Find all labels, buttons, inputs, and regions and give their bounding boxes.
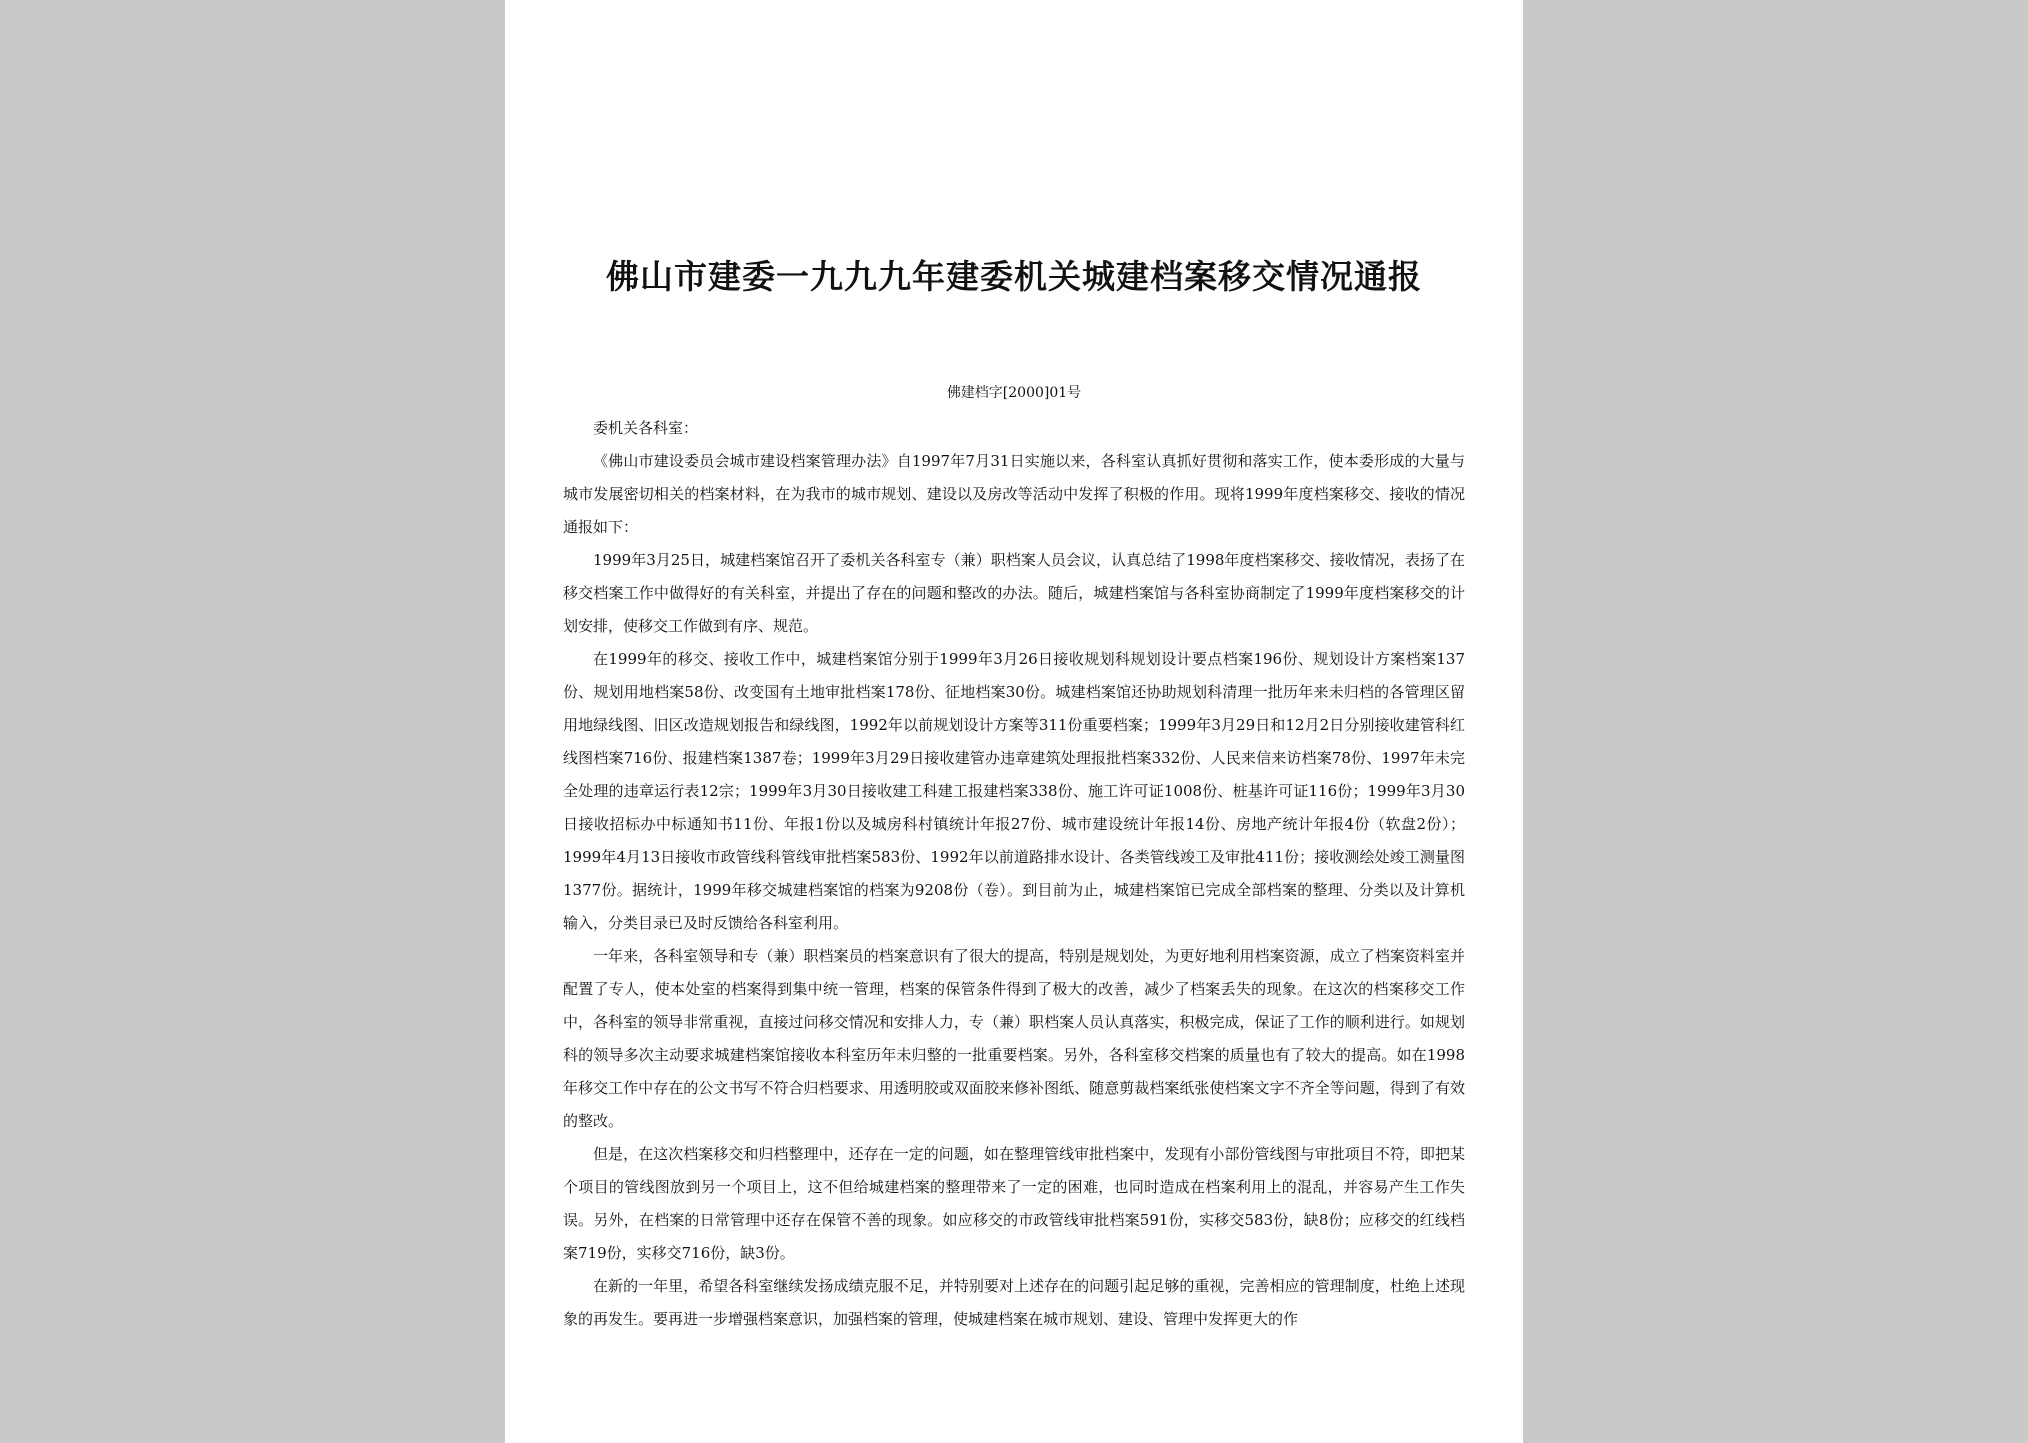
- document-number: 佛建档字[2000]01号: [946, 385, 1082, 401]
- paragraph-problems: 但是，在这次档案移交和归档整理中，还存在一定的问题，如在整理管线审批档案中，发现有小部份管线图与审批项目不符，即把某个项目的管线图放到另一个项目上，这不但给城建档案的整理带来了一定的困难，也同时造成在档案利用上的混乱，并容易产生工作失误。另外，在档案的日常管理中还存在保管不善的现象。如应移交的市政管线审批档案591份，实移交583份，缺8份；应移交的红线档案719份，实移交716份，缺3份。: [563, 1145, 1465, 1262]
- salutation: 委机关各科室：: [593, 419, 699, 437]
- paragraph-transfers: 在1999年的移交、接收工作中，城建档案馆分别于1999年3月26日接收规划科规划设计要点档案196份、规划设计方案档案137份、规划用地档案58份、改变国有土地审批档案178份、征地档案30份。城建档案馆还协助规划科清理一批历年来未归档的各管理区留用地绿线图、旧区改造规划报告和绿线图，1992年以前规划设计方案等311份重要档案；1999年3月29日和12月2日分别接收建管科红线图档案716份、报建档案1387卷；1999年3月29日接收建管办违章建筑处理报批档案332份、人民来信来访档案78份、1997年未完全处理的违章运行表12宗；1999年3月30日接收建工科建工报建档案338份、施工许可证1008份、桩基许可证116份；1999年3月30日接收招标办中标通知书11份、年报1份以及城房科村镇统计年报27份、城市建设统计年报14份、房地产统计年报4份（软盘2份）；1999年4月13日接收市政管线科管线审批档案583份、1992年以前道路排水设计、各类管线竣工及审批411份；接收测绘处竣工测量图1377份。据统计，1999年移交城建档案馆的档案为9208份（卷）。到目前为止，城建档案馆已完成全部档案的整理、分类以及计算机输入，分类目录已及时反馈给各科室利用。: [563, 650, 1465, 932]
- paragraph-outlook: 在新的一年里，希望各科室继续发扬成绩克服不足，并特别要对上述存在的问题引起足够的重视，完善相应的管理制度，杜绝上述现象的再发生。要再进一步增强档案意识，加强档案的管理，使城建档案在城市规划、建设、管理中发挥更大的作: [563, 1277, 1465, 1328]
- document-body: [563, 412, 1465, 1336]
- paragraph-intro: 《佛山市建设委员会城市建设档案管理办法》自1997年7月31日实施以来，各科室认真抓好贯彻和落实工作，使本委形成的大量与城市发展密切相关的档案材料，在为我市的城市规划、建设以及房改等活动中发挥了积极的作用。现将1999年度档案移交、接收的情况通报如下：: [563, 452, 1465, 536]
- document-page: [505, 0, 1523, 1443]
- paragraph-improvements: 一年来，各科室领导和专（兼）职档案员的档案意识有了很大的提高，特别是规划处，为更好地利用档案资源，成立了档案资料室并配置了专人，使本处室的档案得到集中统一管理，档案的保管条件得到了极大的改善，减少了档案丢失的现象。在这次的档案移交工作中，各科室的领导非常重视，直接过问移交情况和安排人力，专（兼）职档案人员认真落实，积极完成，保证了工作的顺利进行。如规划科的领导多次主动要求城建档案馆接收本科室历年未归整的一批重要档案。另外，各科室移交档案的质量也有了较大的提高。如在1998年移交工作中存在的公文书写不符合归档要求、用透明胶或双面胶来修补图纸、随意剪裁档案纸张使档案文字不齐全等问题，得到了有效的整改。: [563, 947, 1465, 1130]
- document-title: 佛山市建委一九九九年建委机关城建档案移交情况通报: [606, 257, 1422, 296]
- paragraph-meeting: 1999年3月25日，城建档案馆召开了委机关各科室专（兼）职档案人员会议，认真总结了1998年度档案移交、接收情况，表扬了在移交档案工作中做得好的有关科室，并提出了存在的问题和整改的办法。随后，城建档案馆与各科室协商制定了1999年度档案移交的计划安排，使移交工作做到有序、规范。: [563, 551, 1465, 635]
